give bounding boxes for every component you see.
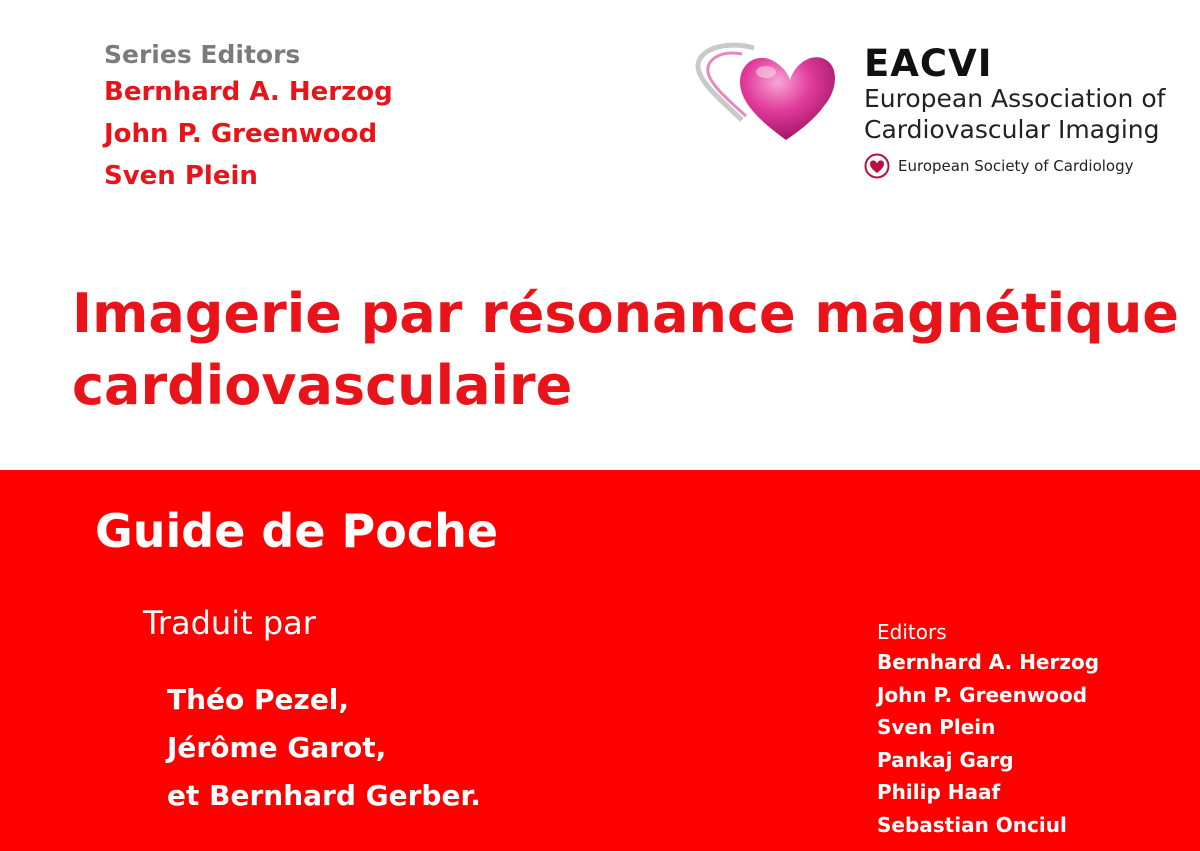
esc-heart-icon xyxy=(864,153,890,179)
translator-name: Jérôme Garot, xyxy=(167,731,387,764)
editor-name: Sven Plein xyxy=(877,715,996,739)
eacvi-logo xyxy=(694,40,1184,190)
editor-name: John P. Greenwood xyxy=(877,682,1088,707)
editor-name: Philip Haaf xyxy=(877,780,1001,804)
series-editors-label: Series Editors xyxy=(104,40,301,69)
red-band xyxy=(0,470,1200,851)
series-editor-name: John P. Greenwood xyxy=(104,119,378,149)
logo-line-2: Cardiovascular Imaging xyxy=(864,115,1160,144)
translators-list xyxy=(167,676,481,820)
translator-name: et Bernhard Gerber. xyxy=(167,779,481,812)
heart-logo-icon xyxy=(694,40,844,150)
logo-line-1: European Association of xyxy=(864,84,1166,113)
book-title xyxy=(72,278,1182,422)
editor-name: Sebastian Onciul xyxy=(877,812,1067,837)
series-editors-block xyxy=(104,38,393,197)
book-title-line-2: cardiovasculaire xyxy=(72,354,573,417)
editor-name: Bernhard A. Herzog xyxy=(877,650,1100,674)
editor-name: Pankaj Garg xyxy=(877,747,1014,772)
subtitle: Guide de Poche xyxy=(95,504,499,558)
book-title-line-1: Imagerie par résonance magnétique xyxy=(72,282,1179,345)
series-editor-name: Bernhard A. Herzog xyxy=(104,77,393,107)
editors-list xyxy=(877,618,1099,841)
esc-affiliation xyxy=(864,153,1134,179)
logo-acronym: EACVI xyxy=(864,42,993,85)
series-editor-name: Sven Plein xyxy=(104,161,258,191)
editors-label: Editors xyxy=(877,620,947,644)
esc-name: European Society of Cardiology xyxy=(898,157,1134,175)
translated-by-label: Traduit par xyxy=(143,604,316,642)
translator-name: Théo Pezel, xyxy=(167,683,350,716)
